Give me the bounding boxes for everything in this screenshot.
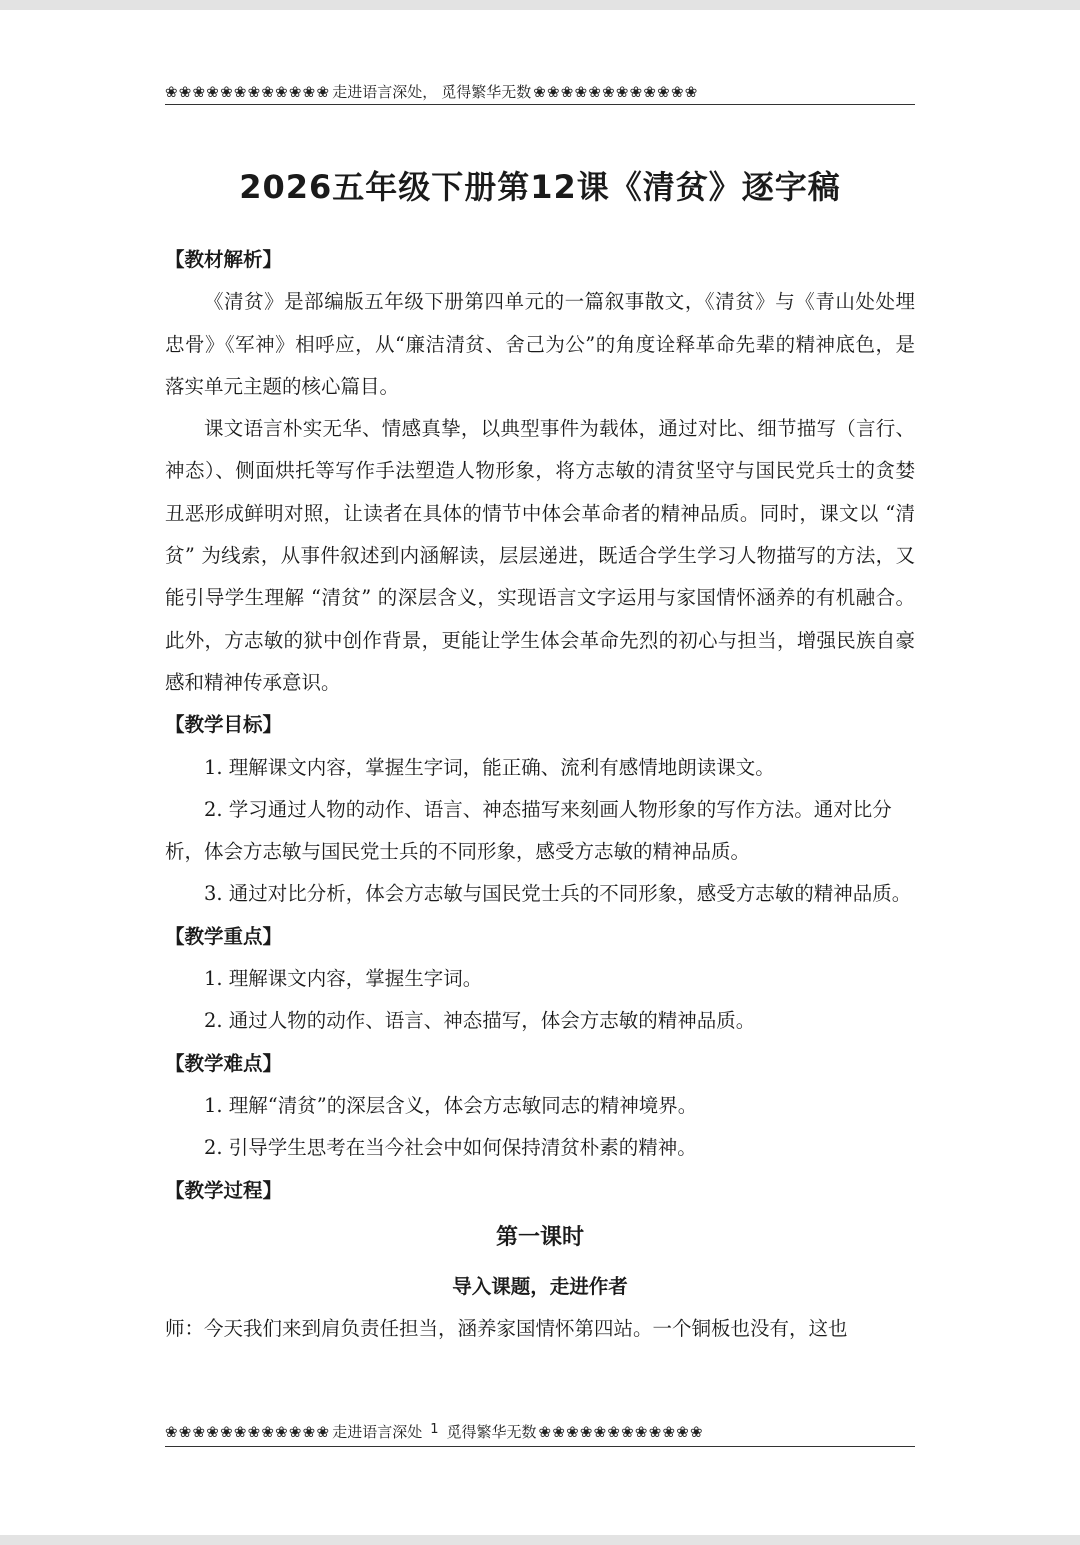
- paragraph: 《清贫》是部编版五年级下册第四单元的一篇叙事散文，《清贫》与《青山处处埋忠骨》《军神》相呼应，从“廉洁清贫、舍己为公”的角度诠释革命先辈的精神底色，是落实单元主题的核心篇目。: [165, 290, 915, 398]
- header-motto-left: 走进语言深处，: [332, 83, 438, 101]
- section-heading-jiaocai: 【教材解析】: [165, 248, 283, 271]
- section-heading-guocheng: 【教学过程】: [165, 1178, 283, 1202]
- flower-border-icon: ❀❀❀❀❀❀❀❀❀❀❀❀: [165, 1423, 331, 1441]
- flower-border-icon: ❀❀❀❀❀❀❀❀❀❀❀❀: [538, 1423, 704, 1441]
- section-heading-mubiao: 【教学目标】: [165, 713, 283, 737]
- document-page: [0, 10, 1080, 1535]
- list-item: 3. 通过对比分析，体会方志敏与国民党士兵的不同形象，感受方志敏的精神品质。: [204, 882, 912, 906]
- lesson-subheading: 导入课题，走进作者: [452, 1275, 628, 1299]
- footer-motto-left: 走进语言深处: [332, 1423, 423, 1441]
- paragraph: 课文语言朴实无华、情感真挚，以典型事件为载体，通过对比、细节描写（言行、神态）、侧面烘托等写作手法塑造人物形象，将方志敏的清贫坚守与国民党兵士的贪婪丑恶形成鲜明对照，让读者在具体的情节中体会革命者的精神品质。同时，课文以 “清贫” 为线索，从事件叙述到内涵解读，层层递进，既适合学生学习人物描写的方法，又能引导学生理解 “清贫” 的深层含义，实现语言文字运用与家国情怀涵养的有机融合。此外，方志敏的狱中创作背景，更能让学生体会革命先烈的初心与担当，增强民族自豪感和精神传承意识。: [165, 417, 915, 694]
- list-item: 2. 引导学生思考在当今社会中如何保持清贫朴素的精神。: [204, 1136, 697, 1160]
- flower-border-icon: ❀❀❀❀❀❀❀❀❀❀❀❀: [533, 83, 699, 101]
- flower-border-icon: ❀❀❀❀❀❀❀❀❀❀❀❀: [165, 83, 331, 101]
- lesson-heading: 第一课时: [495, 1223, 584, 1250]
- teacher-line: 师：今天我们来到肩负责任担当，涵养家国情怀第四站。一个铜板也没有，这也: [165, 1317, 848, 1341]
- document-title: 2026五年级下册第12课《清贫》逐字稿: [239, 168, 841, 206]
- section-heading-zhongdian: 【教学重点】: [165, 924, 283, 948]
- list-item: 1. 理解“清贫”的深层含义，体会方志敏同志的精神境界。: [204, 1093, 698, 1117]
- page-number: 1: [430, 1422, 439, 1437]
- document-body: [165, 239, 915, 1351]
- list-item: 1. 理解课文内容，掌握生字词。: [204, 967, 483, 991]
- page-header: [165, 82, 915, 105]
- list-item: 2. 通过人物的动作、语言、神态描写，体会方志敏的精神品质。: [204, 1009, 756, 1033]
- header-motto-right: 觅得繁华无数: [441, 83, 532, 101]
- list-item: 1. 理解课文内容，掌握生字词，能正确、流利有感情地朗读课文。: [204, 755, 775, 779]
- section-heading-nandian: 【教学难点】: [165, 1051, 283, 1075]
- footer-motto-right: 觅得繁华无数: [446, 1423, 537, 1441]
- list-item: 2. 学习通过人物的动作、语言、神态描写来刻画人物形象的写作方法。通对比分析，体会方志敏与国民党士兵的不同形象，感受方志敏的精神品质。: [165, 797, 892, 864]
- page-footer: [165, 1422, 915, 1447]
